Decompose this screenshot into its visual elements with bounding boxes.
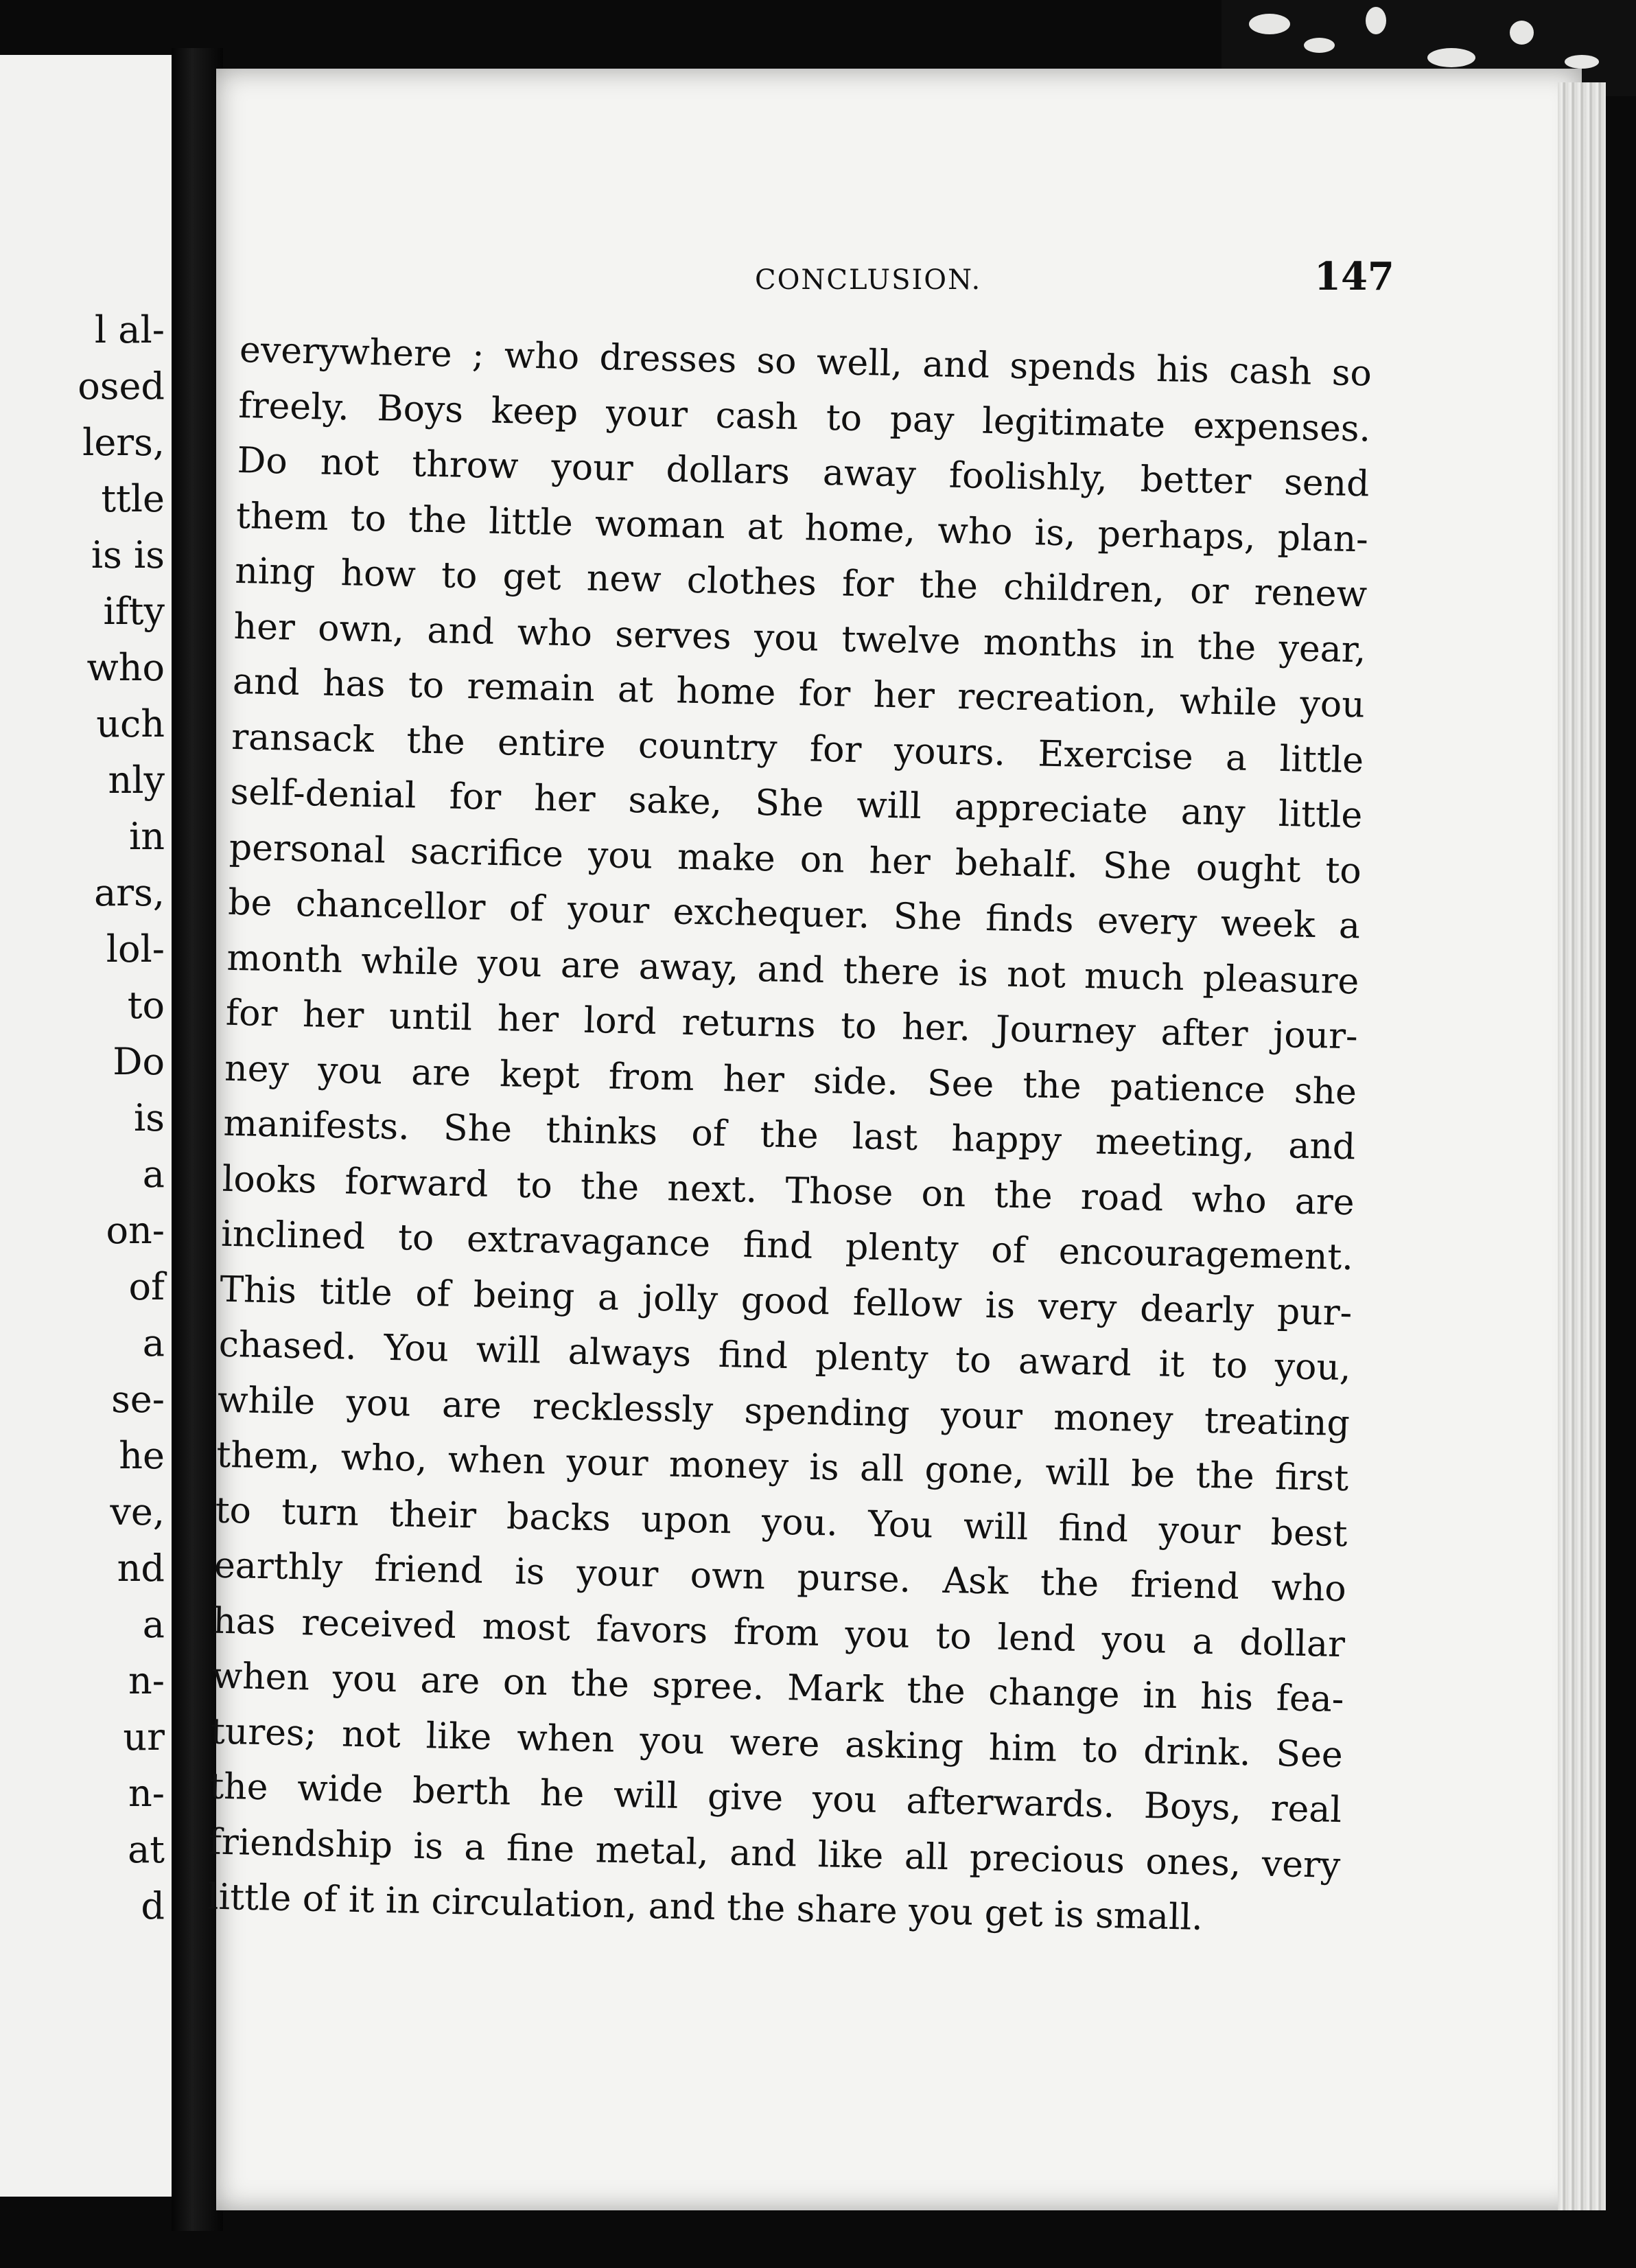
text-line: them to the little woman at home, who is, perhaps, plan- (235, 495, 1369, 560)
text-line: looks forward to the next. Those on the road who are (222, 1158, 1355, 1223)
left-page-line: a (142, 1321, 165, 1365)
text-line: everywhere ; who dresses so well, and spends his cash so (239, 329, 1372, 395)
left-page-line: is (134, 1096, 165, 1139)
text-line: them, who, when your money is all gone, will be the first (215, 1434, 1349, 1500)
left-page-line: ve, (110, 1490, 165, 1534)
text-line: earthly friend is your own purse. Ask the friend who (213, 1544, 1347, 1610)
left-page-line: ars, (94, 871, 165, 914)
left-page-line: d (141, 1884, 165, 1928)
text-line: and has to remain at home for her recreation, while you (232, 660, 1366, 726)
text-line: when you are on the spree. Mark the change in his fea- (211, 1655, 1344, 1721)
text-line: has received most favors from you to lend you a dollar (212, 1600, 1346, 1665)
text-line: manifests. She thinks of the last happy meeting, and (222, 1102, 1356, 1168)
left-page-line: who (86, 646, 165, 689)
left-page-line: nd (117, 1547, 165, 1590)
text-line: be chancellor of your exchequer. She finds every week a (227, 881, 1361, 947)
text-line: inclined to extravagance find plenty of encouragement. (220, 1213, 1354, 1279)
left-page-line: n- (128, 1659, 165, 1702)
left-page-line: n- (128, 1772, 165, 1815)
left-page-line: of (128, 1265, 165, 1308)
left-page-line: to (127, 984, 165, 1027)
text-line: the wide berth he will give you afterwards. Boys, real (209, 1766, 1342, 1831)
left-page-line: nly (108, 759, 165, 802)
left-page-line: a (142, 1153, 165, 1196)
text-line: friendship is a fine metal, and like all precious ones, very (208, 1821, 1341, 1886)
left-page-line: lers, (82, 421, 165, 464)
left-page-line: Do (113, 1040, 165, 1083)
text-line: for her until her lord returns to her. Journey after jour- (225, 992, 1359, 1058)
left-page-line: ttle (101, 477, 165, 520)
left-page-line: osed (78, 364, 165, 408)
left-page-line: is is (91, 533, 165, 577)
left-page-line: at (128, 1828, 165, 1871)
left-page-line: ur (123, 1715, 165, 1759)
text-line: tures; not like when you were asking him to drink. See (210, 1711, 1344, 1776)
text-line: little of it in circulation, and the share you get is small. (207, 1876, 1204, 1939)
left-page-line: ifty (103, 590, 165, 633)
text-line: freely. Boys keep your cash to pay legitimate expenses. (237, 384, 1371, 450)
left-page-line: se- (111, 1378, 165, 1421)
page-edges (1558, 82, 1606, 2210)
text-line: her own, and who serves you twelve months in the year, (233, 605, 1366, 671)
left-page-text (78, 302, 172, 1934)
text-line: ney you are kept from her side. See the patience she (224, 1048, 1357, 1113)
left-page-line: uch (96, 702, 165, 745)
text-line: while you are recklessly spending your money treating (217, 1379, 1351, 1444)
text-line: Do not throw your dollars away foolishly, better send (237, 439, 1370, 505)
text-line: chased. You will always find plenty to award it to you, (218, 1323, 1352, 1389)
left-page-line: l al- (94, 308, 165, 351)
left-page-line: he (119, 1434, 165, 1477)
text-line: ransack the entire country for yours. Exercise a little (231, 716, 1364, 781)
text-line: ning how to get new clothes for the children, or renew (234, 550, 1368, 616)
left-facing-page (0, 55, 172, 2197)
text-line: to turn their backs upon you. You will find your best (215, 1490, 1348, 1555)
left-page-line: on- (106, 1209, 165, 1252)
text-line: personal sacrifice you make on her behalf. She ought to (229, 826, 1362, 892)
page-number: 147 (1314, 254, 1394, 299)
left-page-line: lol- (106, 927, 165, 971)
left-page-line: a (142, 1603, 165, 1646)
page-body-text (207, 323, 1372, 1949)
left-page-line: in (128, 815, 165, 858)
text-line: self-denial for her sake, She will appreciate any little (230, 771, 1363, 837)
running-head: CONCLUSION. (755, 264, 982, 296)
text-line: month while you are away, and there is not much pleasure (226, 937, 1359, 1002)
text-line: This title of being a jolly good fellow is very dearly pur- (219, 1269, 1353, 1334)
